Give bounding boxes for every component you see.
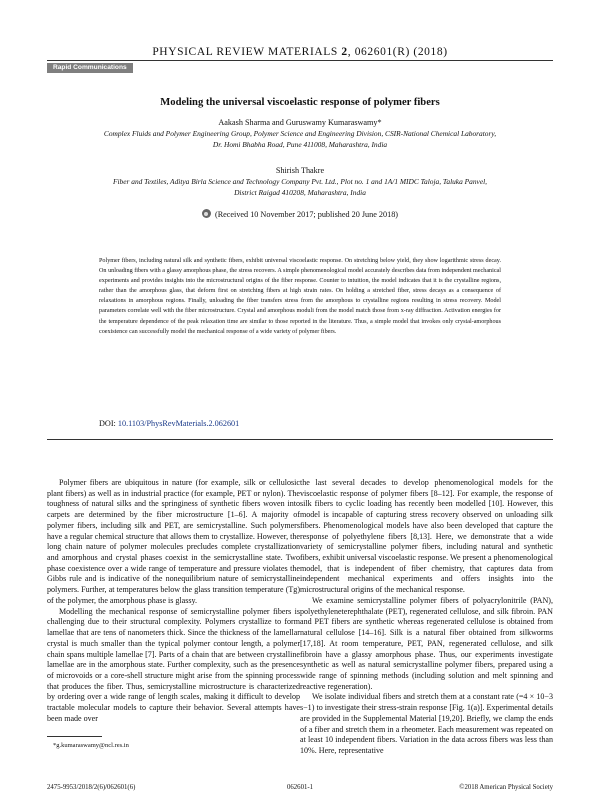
right-paragraph-2: We examine semicrystalline polymer fibers of polyacrylonitrile (PAN), polyethyleneterephthalate (PET), regenerated cellulose, and silk fibroin. PAN and PET fibers are synthetic whereas regenerated cellulose is obtained from natural cellulose [14–16]. Silk is a natural fiber obtained from silkworms [17,18]. At room temperature, PET, PAN, regenerated cellulose, and silk fibroin have a glassy amorphous phase. Thus, our experiments investigate synthetic as well as natural semicrystalline polymer fibers, prepared using a wide range of spinning methods (including solution and melt spinning and reactive regeneration). bbox=[300, 595, 553, 691]
authors-group-2: Shirish Thakre bbox=[275, 166, 325, 175]
footnote-rule bbox=[47, 736, 102, 737]
doi-label: DOI: bbox=[99, 419, 116, 428]
abstract: Polymer fibers, including natural silk and synthetic fibers, exhibit universal viscoelastic response. On stretching below yield, they show logarithmic stress decay. On unloading fibers with a glassy amorphous phase, the stress recovers. A simple phenomenological model accurately describes data from independent mechanical experiments and provides insights into the microstructural origins of the fiber response. Counter to intuition, the model indicates that it is the crystalline regions, rather than the amorphous glass, that deform first on stretching fibers at high strain rates. On holding a stretched fiber, stress decays as a consequence of relaxations in amorphous regions. Finally, unloading the fiber transfers stress from the amorphous to crystalline regions resulting in stress recovery. Model parameters correlate well with the fiber microstructure. Crystal and amorphous moduli from the model match those from x-ray diffraction. Activation energies for the temperature dependence of the peak relaxation time are similar to those reported in the literature. Thus, a simple model that invokes only crystal-amorphous coexistence can successfully model the mechanical response of a wide variety of polymer fibers. bbox=[99, 258, 501, 335]
authors-group-1: Aakash Sharma and Guruswamy Kumaraswamy* bbox=[218, 118, 382, 127]
affiliation-2-line-2: District Raigad 410208, Maharashtra, India bbox=[234, 188, 366, 197]
received-dates bbox=[0, 209, 600, 220]
doi-line bbox=[99, 419, 239, 428]
left-paragraph-1: Polymer fibers are ubiquitous in nature (for example, silk or cellulosic plant fibers) as well as in industrial practice (for example, PET or nylon). The toughness of natural silks and the springiness of synthetic fibers woven into carpets are determined by the fiber microstructure [1–6]. A majority of polymer fibers, including silk and PET, are semicrystalline. Such polymers have a regular chemical structure that allows them to crystallize. However, the long chain nature of polymer molecules precludes complete crystallization and amorphous and crystal phases coexist in the semicrystalline state. Two phase coexistence over a wide range of temperature and pressure violates the Gibbs rule and is indicative of the nonequilibrium nature of semicrystalline polymers. Further, at temperatures below the glass transition temperature (Tg) of the polymer, the amorphous phase is glassy. bbox=[47, 478, 300, 605]
right-paragraph-1: the last several decades to develop phenomenological models for the viscoelastic response of polymer fibers [8–12]. For example, the response of silk fibers to cyclic loading has recently been modelled [10]. However, this model is incapable of capturing stress recovery observed on unloading silk fibers. Phenomenological models have also been developed that capture the response of polyethylene fibers [8,13]. Here, we demonstrate that a wide variety of semicrystalline polymer fibers, including natural and synthetic fibers, exhibit universal viscoelastic response. We present a phenomenological model, that is independent of fiber chemistry, that captures data from independent mechanical experiments and offers insights into the microstructural origins of the mechanical response. bbox=[300, 478, 553, 595]
abstract-rule bbox=[47, 439, 553, 440]
affiliation-1-line-1: Complex Fluids and Polymer Engineering Group, Polymer Science and Engineering Division, CSIR-National Chemical Laboratory, bbox=[103, 129, 497, 138]
footer-issn: 2475-9953/2018/2(6)/062601(6) bbox=[47, 784, 136, 791]
affiliation-2-line-1: Fiber and Textiles, Aditya Birla Science and Technology Company Pvt. Ltd., Plot no. 1 and 1A/1 MIDC Taloja, Taluka Panvel, bbox=[112, 177, 488, 186]
crossmark-icon[interactable] bbox=[202, 209, 211, 218]
corresponding-email[interactable]: *g.kumaraswamy@ncl.res.in bbox=[53, 742, 129, 749]
journal-name: PHYSICAL REVIEW MATERIALS bbox=[152, 46, 338, 58]
section-badge: Rapid Communications bbox=[47, 63, 133, 73]
right-column bbox=[300, 478, 553, 757]
received-text: (Received 10 November 2017; published 20 June 2018) bbox=[214, 210, 399, 219]
affiliation-1-line-2: Dr. Homi Bhabha Road, Pune 411008, Maharashtra, India bbox=[212, 140, 388, 149]
footer-copyright: ©2018 American Physical Society bbox=[459, 784, 553, 791]
paper-title: Modeling the universal viscoelastic response of polymer fibers bbox=[160, 97, 440, 108]
journal-volume: 2 bbox=[341, 46, 348, 58]
journal-header: PHYSICAL REVIEW MATERIALS 2, 062601(R) (2018) bbox=[152, 46, 448, 58]
left-paragraph-2: Modelling the mechanical response of semicrystalline polymer fibers is challenging due to their structural complexity. Polymers crystallize to form lamellae that are tens of nanometers thick. Since the thickness of the lamellar crystal is much smaller than the typical polymer contour length, a polymer chain spans multiple lamellae [7]. Parts of a chain that are between crystalline lamellae are in the amorphous state. Further complexity, such as the presence of microvoids or a core-shell structure might arise from the spinning process that produces the fiber. Thus, semicrystalline microstructure is characterized by ordering over a wide range of length scales, making it difficult to develop tractable molecular models to capture their behavior. Several attempts have been made over bbox=[47, 606, 300, 723]
article-id: 062601(R) (2018) bbox=[354, 46, 448, 58]
doi-link[interactable]: 10.1103/PhysRevMaterials.2.062601 bbox=[117, 419, 240, 428]
footer-page: 062601-1 bbox=[286, 784, 314, 791]
header-rule bbox=[47, 60, 553, 61]
left-column bbox=[47, 478, 300, 725]
right-paragraph-3: We isolate individual fibers and stretch them at a constant rate (=4 × 10−3 s−1) to investigate their stress-strain response [Fig. 1(a)]. Experimental details are provided in the Supplemental Material [19,20]. Briefly, we clamp the ends of a fiber and stretch them in a rheometer. Each measurement was repeated on at least 10 independent fibers. Variation in the data across fibers was less than 10%. Here, representative bbox=[300, 692, 553, 755]
